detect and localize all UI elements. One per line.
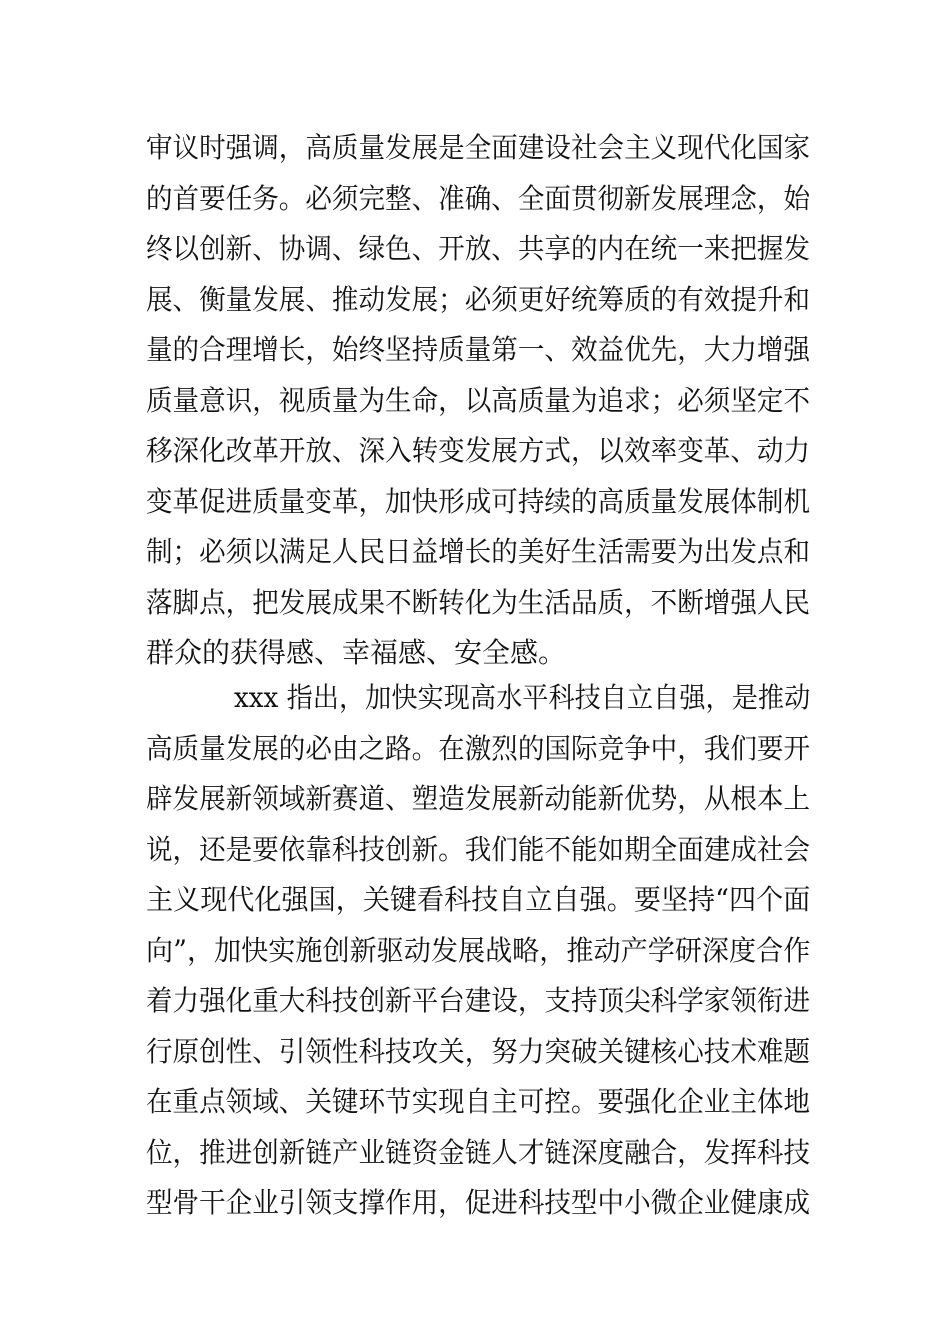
text-line: 变革促进质量变革，加快形成可持续的高质量发展体制机 — [146, 484, 811, 518]
text-line: 终以创新、协调、绿色、开放、共享的内在统一来把握发 — [146, 232, 811, 265]
text-line: xxx 指出，加快实现高水平科技自立自强，是推动 — [234, 681, 811, 714]
text-line: 型骨干企业引领支撑作用，促进科技型中小微企业健康成 — [146, 1186, 811, 1219]
text-line: 审议时强调，高质量发展是全面建设社会主义现代化国家 — [146, 131, 811, 164]
text-line: 行原创性、引领性科技攻关，努力突破关键核心技术难题 — [146, 1034, 811, 1068]
text-line: 落脚点，把发展成果不断转化为生活品质，不断增强人民 — [146, 585, 811, 619]
text-line: 的首要任务。必须完整、准确、全面贯彻新发展理念，始 — [146, 181, 811, 215]
text-line: 群众的获得感、幸福感、安全感。 — [146, 636, 567, 669]
text-line: 量的合理增长，始终坚持质量第一、效益优先，大力增强 — [146, 333, 811, 366]
text-line: 辟发展新领域新赛道、塑造发展新动能新优势，从根本上 — [146, 782, 811, 815]
text-line: 展、衡量发展、推动发展；必须更好统筹质的有效提升和 — [146, 282, 811, 316]
text-line: 制；必须以满足人民日益增长的美好生活需要为出发点和 — [146, 535, 811, 568]
text-line: 移深化改革开放、深入转变发展方式，以效率变革、动力 — [146, 434, 811, 467]
text-line: 向”，加快实施创新驱动发展战略，推动产学研深度合作 — [146, 933, 811, 967]
text-line: 主义现代化强国，关键看科技自立自强。要坚持“四个面 — [146, 883, 811, 916]
text-line: 着力强化重大科技创新平台建设，支持顶尖科学家领衔进 — [146, 984, 811, 1017]
text-line: 说，还是要依靠科技创新。我们能不能如期全面建成社会 — [146, 832, 811, 866]
text-line: 位，推进创新链产业链资金链人才链深度融合，发挥科技 — [146, 1135, 811, 1169]
text-line: 质量意识，视质量为生命，以高质量为追求；必须坚定不 — [146, 383, 811, 417]
text-line: 高质量发展的必由之路。在激烈的国际竞争中，我们要开 — [146, 731, 811, 765]
text-line: 在重点领域、关键环节实现自主可控。要强化企业主体地 — [146, 1085, 811, 1118]
